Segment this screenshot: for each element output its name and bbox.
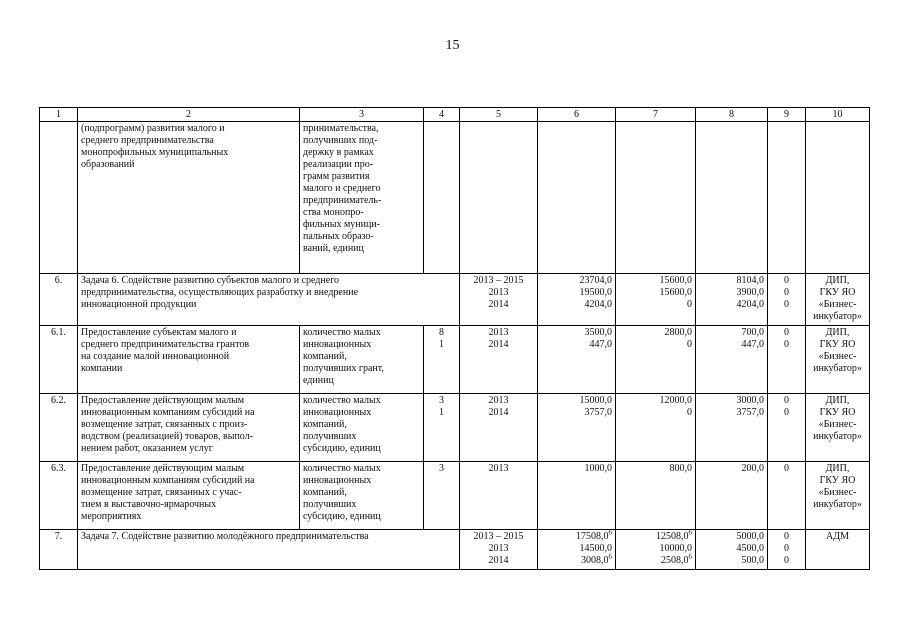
table-row-6-1	[40, 326, 870, 394]
cont-num-cell	[40, 122, 78, 274]
col-num-1: 1	[40, 108, 78, 122]
table-row-task-7	[40, 530, 870, 570]
footnote-mark: 6	[608, 529, 612, 537]
regional-value: 2508,0	[661, 555, 689, 566]
federal-budget-cell: 3000,0 3757,0	[696, 394, 768, 462]
cont-indicator-cell: принимательства, получивших под- держку в рамках реализации про- грамм развития малого и среднего предприниматель- ства монопро- фильных муници- пальных образо- ваний, единиц	[300, 122, 424, 274]
col-num-9: 9	[768, 108, 806, 122]
regional-budget-cell: 2800,0 0	[616, 326, 696, 394]
executor-cell: ДИП, ГКУ ЯО «Бизнес- инкубатор»	[806, 274, 870, 326]
other-sources-cell: 0 0	[768, 326, 806, 394]
other-sources-cell: 0	[768, 462, 806, 530]
years-cell: 2013 – 2015 2013 2014	[460, 274, 538, 326]
indicator-value-cell: 3	[424, 462, 460, 530]
indicator-cell: количество малых инновационных компаний, получивших субсидию, единиц	[300, 394, 424, 462]
federal-budget-cell: 700,0 447,0	[696, 326, 768, 394]
col-num-2: 2	[78, 108, 300, 122]
table-row-task-6	[40, 274, 870, 326]
row-number: 6.2.	[40, 394, 78, 462]
table-row-6-2	[40, 394, 870, 462]
years-cell: 2013 – 2015 2013 2014	[460, 530, 538, 570]
footnote-mark: 6	[608, 552, 612, 561]
federal-budget-cell: 5000,0 4500,0 500,0	[696, 530, 768, 570]
indicator-value-cell: 3 1	[424, 394, 460, 462]
page-number: 15	[445, 38, 460, 53]
regional-budget-cell: 800,0	[616, 462, 696, 530]
col-num-4: 4	[424, 108, 460, 122]
regional-budget-cell: 12000,0 0	[616, 394, 696, 462]
federal-budget-cell: 8104,0 3900,0 4204,0	[696, 274, 768, 326]
program-activities-table	[39, 107, 870, 570]
indicator-cell: количество малых инновационных компаний, получивших субсидию, единиц	[300, 462, 424, 530]
activity-description: Предоставление субъектам малого и среднего предпринимательства грантов на создание малой инновационной компании	[78, 326, 300, 394]
footnote-mark: 6	[688, 552, 692, 561]
total-cell: 15000,0 3757,0	[538, 394, 616, 462]
continuation-row	[40, 122, 870, 274]
task-description: Задача 6. Содействие развитию субъектов малого и среднего предпринимательства, осуществляющих разработку и внедрение инновационной продукции	[78, 274, 460, 326]
col-num-8: 8	[696, 108, 768, 122]
column-number-row	[40, 108, 870, 122]
total-cell: 23704,0 19500,0 4204,0	[538, 274, 616, 326]
executor-cell: ДИП, ГКУ ЯО «Бизнес- инкубатор»	[806, 394, 870, 462]
total-cell: 1000,0	[538, 462, 616, 530]
col-num-7: 7	[616, 108, 696, 122]
federal-budget-cell: 200,0	[696, 462, 768, 530]
indicator-cell: количество малых инновационных компаний, получивших грант, единиц	[300, 326, 424, 394]
executor-cell: АДМ	[806, 530, 870, 570]
regional-value: 12508,0	[656, 531, 689, 542]
years-cell: 2013 2014	[460, 326, 538, 394]
years-cell: 2013	[460, 462, 538, 530]
table-row-6-3	[40, 462, 870, 530]
row-number: 7.	[40, 530, 78, 570]
col-num-10: 10	[806, 108, 870, 122]
row-number: 6.	[40, 274, 78, 326]
col-num-6: 6	[538, 108, 616, 122]
col-num-3: 3	[300, 108, 424, 122]
activity-description: Предоставление действующим малым инновационным компаниям субсидий на возмещение затрат, связанных с произ- водством (реализацией) товаров, выпол- нением работ, оказанием услуг	[78, 394, 300, 462]
cont-description-cell: (подпрограмм) развития малого и среднего предпринимательства монопрофильных муниципальных образований	[78, 122, 300, 274]
regional-budget-cell: 15600,0 15600,0 0	[616, 274, 696, 326]
row-number: 6.1.	[40, 326, 78, 394]
activity-description: Предоставление действующим малым инновационным компаниям субсидий на возмещение затрат, связанных с учас- тием в выставочно-ярмарочных мероприятиях	[78, 462, 300, 530]
regional-value: 10000,0	[659, 543, 692, 554]
executor-cell: ДИП, ГКУ ЯО «Бизнес- инкубатор»	[806, 462, 870, 530]
executor-cell: ДИП, ГКУ ЯО «Бизнес- инкубатор»	[806, 326, 870, 394]
other-sources-cell: 0 0	[768, 394, 806, 462]
other-sources-cell: 0 0 0	[768, 274, 806, 326]
indicator-value-cell: 8 1	[424, 326, 460, 394]
footnote-mark: 6	[688, 529, 692, 537]
col-num-5: 5	[460, 108, 538, 122]
total-value: 3008,0	[581, 555, 609, 566]
regional-budget-cell	[616, 530, 696, 570]
years-cell: 2013 2014	[460, 394, 538, 462]
task-description: Задача 7. Содействие развитию молодёжного предпринимательства	[78, 530, 460, 570]
total-cell	[538, 530, 616, 570]
total-value: 17508,0	[576, 531, 609, 542]
row-number: 6.3.	[40, 462, 78, 530]
other-sources-cell: 0 0 0	[768, 530, 806, 570]
total-value: 14500,0	[579, 543, 612, 554]
total-cell: 3500,0 447,0	[538, 326, 616, 394]
